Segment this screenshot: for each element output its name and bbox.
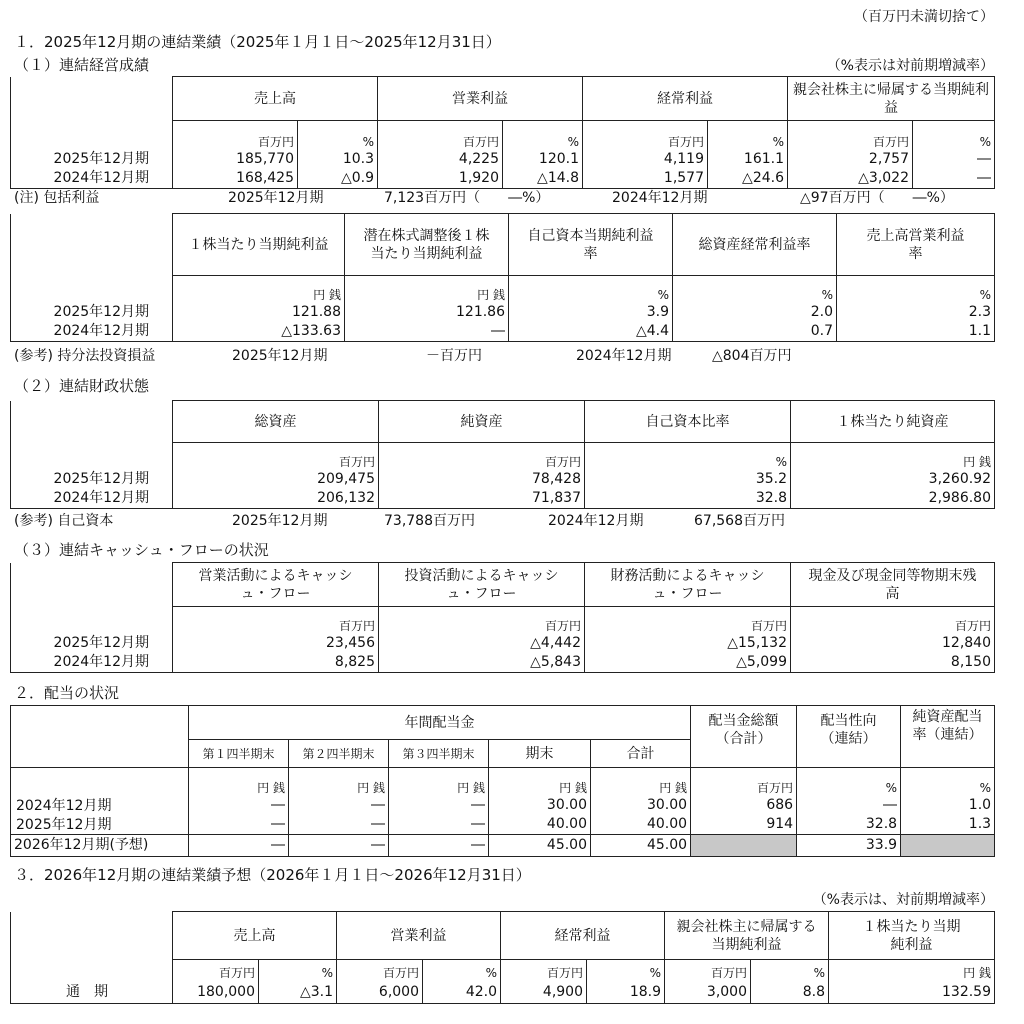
unit-note: （百万円未満切捨て） bbox=[854, 9, 994, 25]
row-labels bbox=[11, 276, 173, 342]
section-1-title: １．2025年12月期の連結業績（2025年１月１日～2025年12月31日） bbox=[14, 33, 501, 51]
cell-col: % 10.3 △0.9 bbox=[298, 121, 378, 189]
equity-label: (参考) 自己資本 bbox=[14, 513, 114, 529]
cell-col: % 35.2 32.8 bbox=[585, 443, 791, 509]
comprehensive-income-year1: 2025年12月期 bbox=[228, 190, 324, 206]
cell-col: 円 銭 121.86 ― bbox=[345, 276, 509, 342]
cell-col: 百万円 180,000 bbox=[173, 960, 259, 1004]
header-ordinary-profit: 経常利益 bbox=[501, 912, 665, 960]
cell-col: 円 銭 ― ― bbox=[389, 768, 489, 835]
cell: ― bbox=[289, 835, 389, 857]
header-payout-ratio: 配当性向（連結） bbox=[797, 706, 901, 768]
header-q2: 第２四半期末 bbox=[289, 740, 389, 768]
shaded-cell bbox=[691, 835, 797, 857]
corner-cell bbox=[11, 214, 173, 276]
cell-col: 円 銭 30.00 40.00 bbox=[489, 768, 591, 835]
cell: 33.9 bbox=[797, 835, 901, 857]
cell-col: % 1.0 1.3 bbox=[901, 768, 995, 835]
header-net-income: 親会社株主に帰属する当期純利益 bbox=[788, 77, 995, 121]
comprehensive-income-value1: 7,123百万円（ ―%） bbox=[384, 190, 550, 206]
header-q1: 第１四半期末 bbox=[189, 740, 289, 768]
header-eps: １株当たり当期純利益 bbox=[829, 912, 995, 960]
dividends-table bbox=[10, 705, 995, 857]
row-label: 2024年12月期 bbox=[53, 490, 149, 506]
section-1-1-title: （１）連結経営成績 bbox=[14, 56, 150, 74]
row-label: 2025年12月期 bbox=[53, 304, 149, 320]
cell-col: % 161.1 △24.6 bbox=[708, 121, 788, 189]
header-operating-profit: 営業利益 bbox=[378, 77, 583, 121]
cell-col: 円 銭 3,260.92 2,986.80 bbox=[791, 443, 995, 509]
section-3-title: ３．2026年12月期の連結業績予想（2026年１月１日～2026年12月31日） bbox=[14, 866, 531, 884]
corner-cell bbox=[11, 563, 173, 607]
section-1-3-title: （３）連結キャッシュ・フローの状況 bbox=[14, 541, 269, 559]
header-net-income: 親会社株主に帰属する当期純利益 bbox=[665, 912, 829, 960]
cell-col: 百万円 △15,132 △5,099 bbox=[585, 607, 791, 673]
row-label: 2025年12月期 bbox=[53, 471, 149, 487]
cell-col: 円 銭 ― ― bbox=[289, 768, 389, 835]
header-q3: 第３四半期末 bbox=[389, 740, 489, 768]
comprehensive-income-label: (注) 包括利益 bbox=[14, 190, 100, 206]
equity-method-value1: －百万円 bbox=[426, 348, 482, 364]
header-operating-cf: 営業活動によるキャッシュ・フロー bbox=[173, 563, 379, 607]
cell-col: 円 銭 30.00 40.00 bbox=[591, 768, 691, 835]
cell-col: 百万円 23,456 8,825 bbox=[173, 607, 379, 673]
header-operating-profit: 営業利益 bbox=[337, 912, 501, 960]
cell-col: % 18.9 bbox=[587, 960, 665, 1004]
cell-col: % 3.9 △4.4 bbox=[509, 276, 673, 342]
header-bps: １株当たり純資産 bbox=[791, 401, 995, 443]
equity-method-year1: 2025年12月期 bbox=[232, 348, 328, 364]
pct-note-1: （%表示は対前期増減率） bbox=[826, 58, 994, 74]
row-label: 2024年12月期 bbox=[53, 323, 149, 339]
corner-cell bbox=[11, 77, 173, 121]
cell-col: 百万円 209,475 206,132 bbox=[173, 443, 379, 509]
header-total-assets: 総資産 bbox=[173, 401, 379, 443]
cell-col: 百万円 4,225 1,920 bbox=[378, 121, 503, 189]
cell-col: 百万円 686 914 bbox=[691, 768, 797, 835]
pct-note-2: （%表示は、対前期増減率） bbox=[812, 892, 994, 908]
cell-col: % 42.0 bbox=[423, 960, 501, 1004]
section-2-title: ２．配当の状況 bbox=[14, 684, 120, 702]
cell-col: 百万円 6,000 bbox=[337, 960, 423, 1004]
comprehensive-income-year2: 2024年12月期 bbox=[612, 190, 708, 206]
header-equity-ratio: 自己資本比率 bbox=[585, 401, 791, 443]
header-total: 合計 bbox=[591, 740, 691, 768]
corner-cell bbox=[11, 912, 173, 960]
row-label: 2024年12月期 bbox=[53, 170, 149, 186]
shaded-cell bbox=[901, 835, 995, 857]
cell-col: 百万円 78,428 71,837 bbox=[379, 443, 585, 509]
cell-col: 百万円 △4,442 △5,843 bbox=[379, 607, 585, 673]
cell-col: 円 銭 ― ― bbox=[189, 768, 289, 835]
header-financing-cf: 財務活動によるキャッシュ・フロー bbox=[585, 563, 791, 607]
cell-col: 百万円 185,770 168,425 bbox=[173, 121, 298, 189]
row-labels bbox=[11, 607, 173, 673]
header-cash-balance: 現金及び現金同等物期末残高 bbox=[791, 563, 995, 607]
cell-col: 百万円 2,757 △3,022 bbox=[788, 121, 913, 189]
cell: ― bbox=[189, 835, 289, 857]
cell-col: 百万円 3,000 bbox=[665, 960, 751, 1004]
row-label: 2025年12月期 bbox=[53, 635, 149, 651]
operating-results-table bbox=[10, 76, 995, 189]
cell-col: 百万円 12,840 8,150 bbox=[791, 607, 995, 673]
equity-method-label: (参考) 持分法投資損益 bbox=[14, 348, 156, 364]
row-label: 2024年12月期 bbox=[53, 654, 149, 670]
cell-col: % △3.1 bbox=[259, 960, 337, 1004]
row-label-forecast: 2026年12月期(予想) bbox=[11, 835, 189, 857]
comprehensive-income-value2: △97百万円（ ―%） bbox=[800, 190, 954, 206]
header-roa: 総資産経常利益率 bbox=[673, 214, 837, 276]
row-label: 2024年12月期 bbox=[16, 798, 112, 814]
header-investing-cf: 投資活動によるキャッシュ・フロー bbox=[379, 563, 585, 607]
header-total-dividend: 配当金総額（合計） bbox=[691, 706, 797, 768]
header-dividend-on-equity: 純資産配当率（連結） bbox=[901, 706, 995, 768]
header-net-assets: 純資産 bbox=[379, 401, 585, 443]
equity-value1: 73,788百万円 bbox=[384, 513, 475, 529]
corner-cell bbox=[11, 706, 189, 768]
cell-col: % 2.3 1.1 bbox=[837, 276, 995, 342]
header-sales: 売上高 bbox=[173, 912, 337, 960]
cell-col: % ― ― bbox=[913, 121, 995, 189]
row-label-full-year: 通 期 bbox=[11, 960, 173, 1004]
equity-value2: 67,568百万円 bbox=[694, 513, 785, 529]
equity-year1: 2025年12月期 bbox=[232, 513, 328, 529]
ratios-table bbox=[10, 213, 995, 342]
cell: 45.00 bbox=[489, 835, 591, 857]
header-eps: １株当たり当期純利益 bbox=[173, 214, 345, 276]
header-operating-margin: 売上高営業利益率 bbox=[837, 214, 995, 276]
cell-col: 円 銭 132.59 bbox=[829, 960, 995, 1004]
header-year-end: 期末 bbox=[489, 740, 591, 768]
equity-method-year2: 2024年12月期 bbox=[576, 348, 672, 364]
header-ordinary-profit: 経常利益 bbox=[583, 77, 788, 121]
cell: 45.00 bbox=[591, 835, 691, 857]
cell-col: % 2.0 0.7 bbox=[673, 276, 837, 342]
row-label: 2025年12月期 bbox=[16, 817, 112, 833]
section-1-2-title: （２）連結財政状態 bbox=[14, 377, 150, 395]
row-labels bbox=[11, 443, 173, 509]
header-sales: 売上高 bbox=[173, 77, 378, 121]
equity-year2: 2024年12月期 bbox=[548, 513, 644, 529]
corner-cell bbox=[11, 401, 173, 443]
cell: ― bbox=[389, 835, 489, 857]
header-roe: 自己資本当期純利益率 bbox=[509, 214, 673, 276]
cell-col: % ― 32.8 bbox=[797, 768, 901, 835]
cash-flow-table bbox=[10, 562, 995, 673]
row-label: 2025年12月期 bbox=[53, 151, 149, 167]
row-labels bbox=[11, 768, 189, 835]
header-annual-dividend: 年間配当金 bbox=[189, 706, 691, 740]
cell-col: % 8.8 bbox=[751, 960, 829, 1004]
cell-col: % 120.1 △14.8 bbox=[503, 121, 583, 189]
header-diluted-eps: 潜在株式調整後１株当たり当期純利益 bbox=[345, 214, 509, 276]
cell-col: 百万円 4,900 bbox=[501, 960, 587, 1004]
financial-position-table bbox=[10, 400, 995, 509]
forecast-table bbox=[10, 911, 995, 1004]
equity-method-value2: △804百万円 bbox=[712, 348, 792, 364]
row-labels bbox=[11, 121, 173, 189]
cell-col: 円 銭 121.88 △133.63 bbox=[173, 276, 345, 342]
cell-col: 百万円 4,119 1,577 bbox=[583, 121, 708, 189]
